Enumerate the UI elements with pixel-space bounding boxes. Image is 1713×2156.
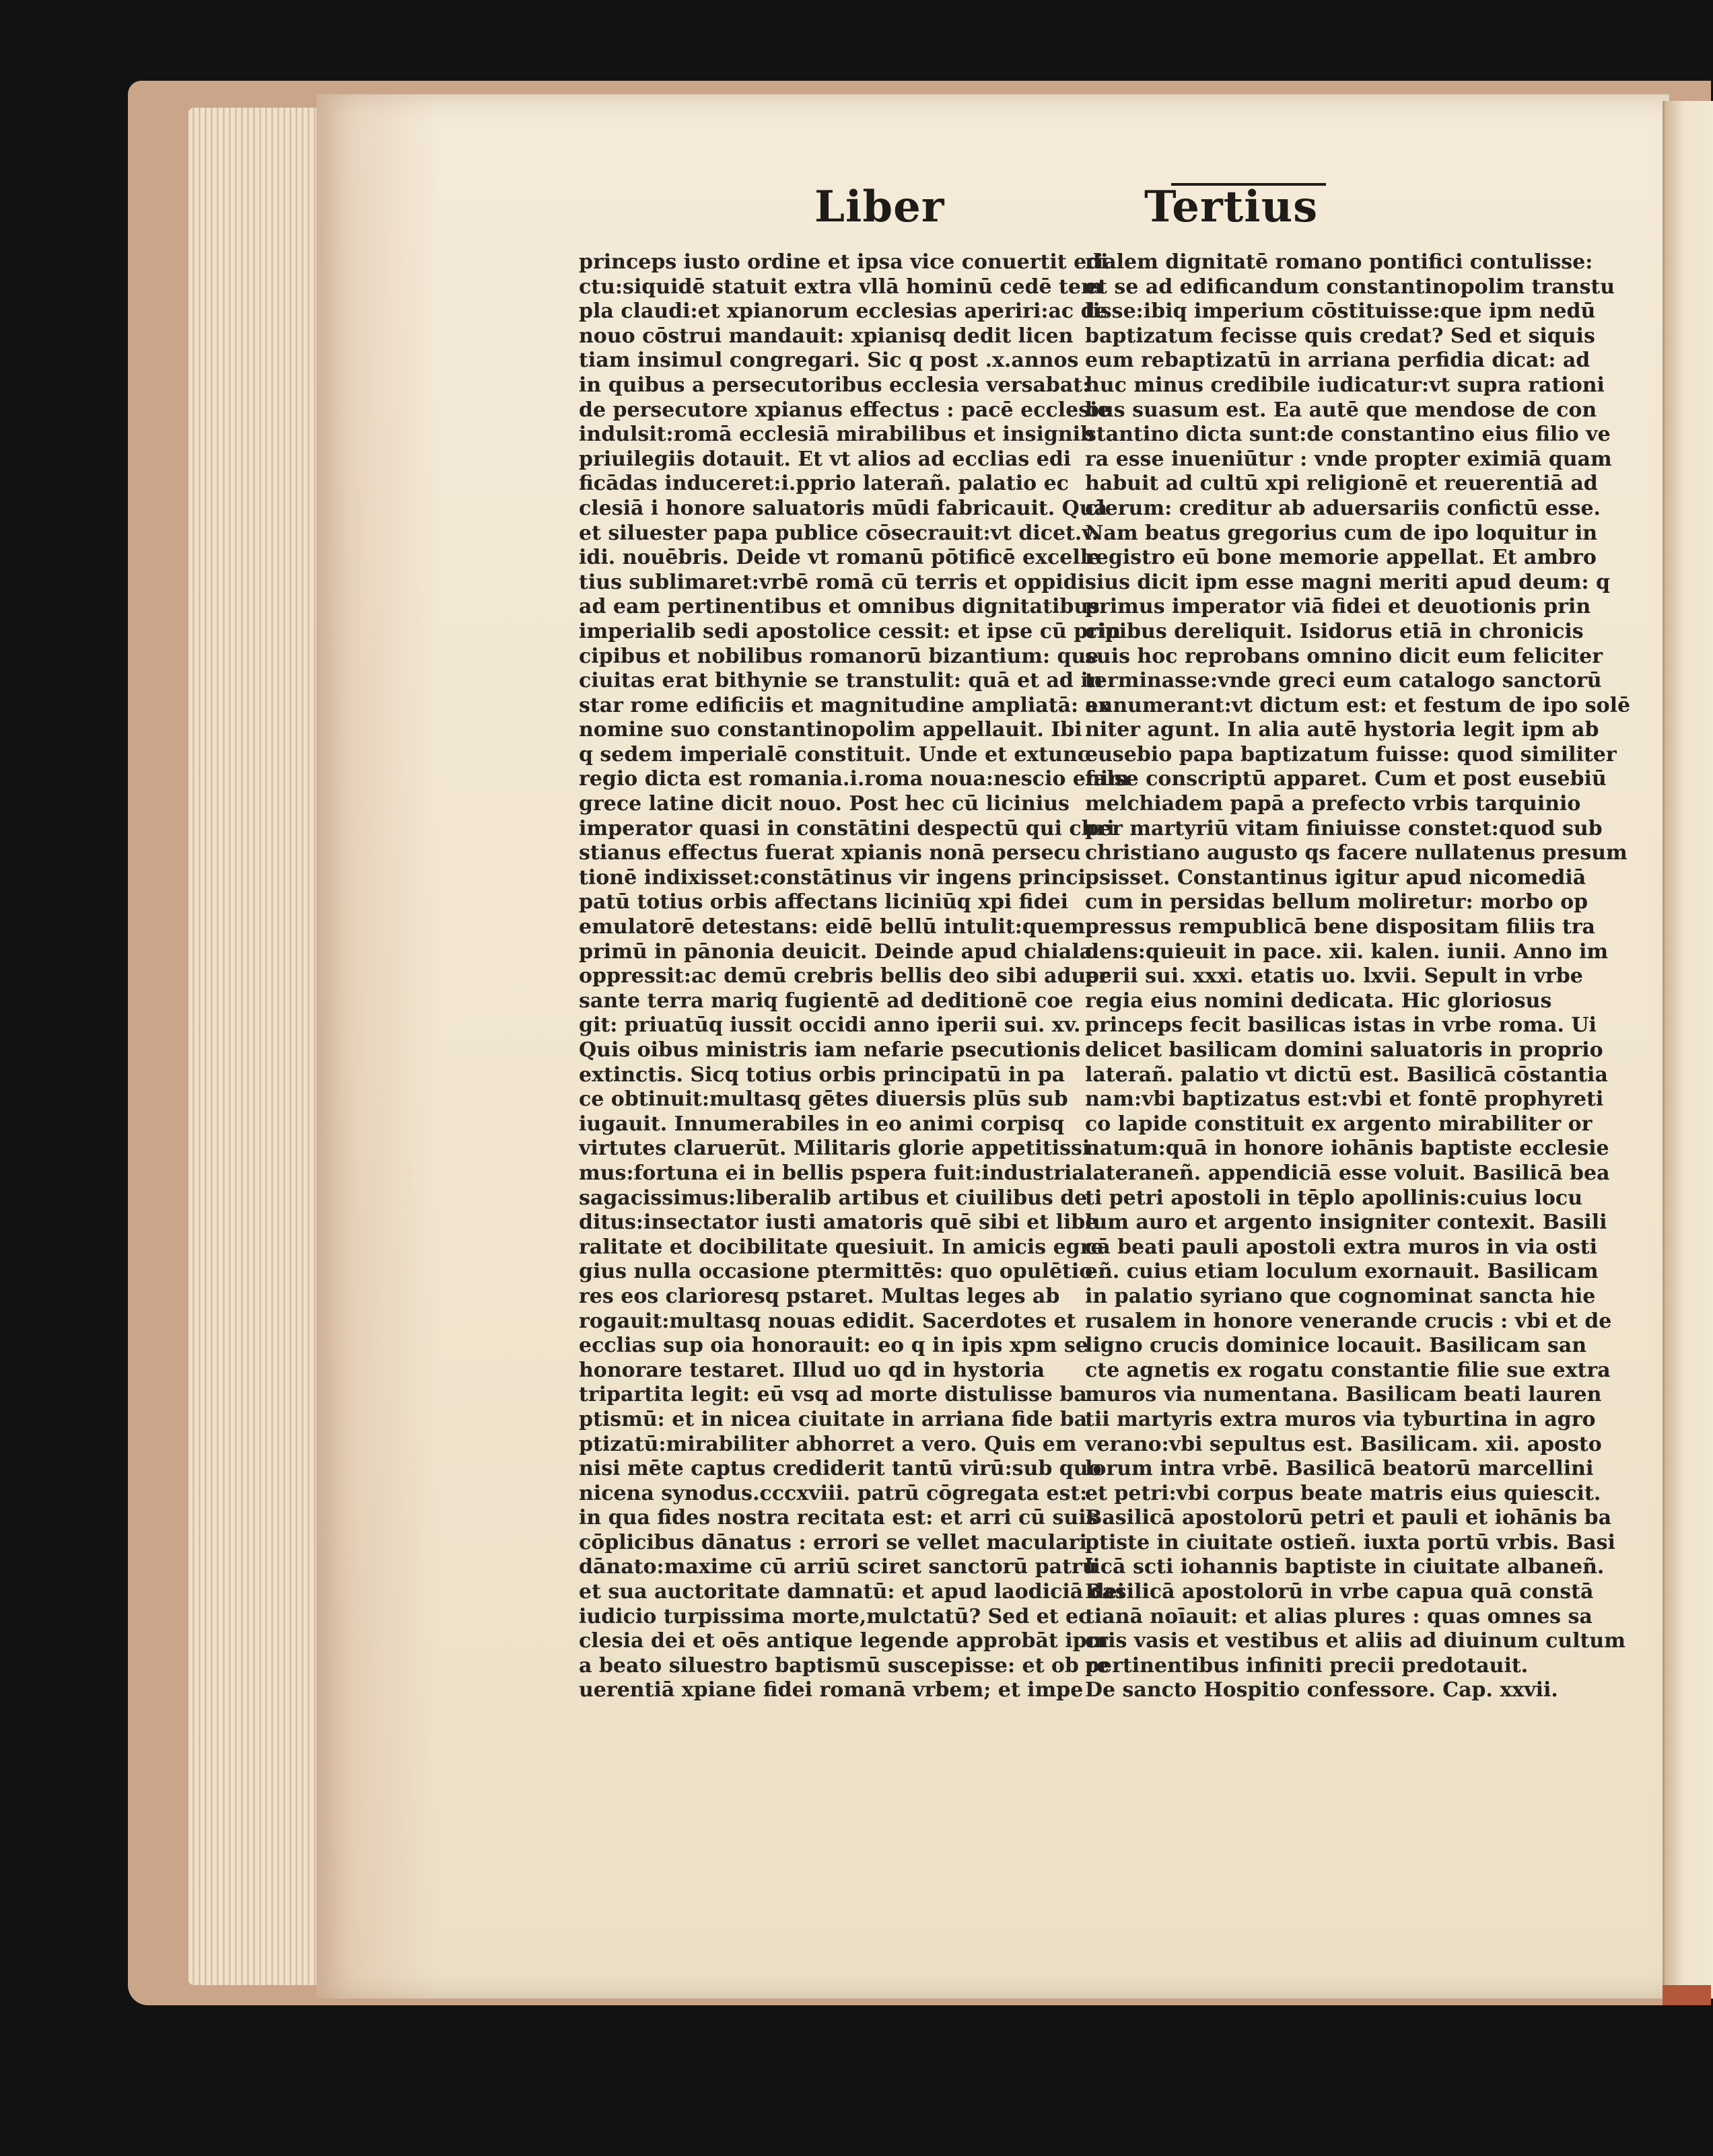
text-line: cā beati pauli apostoli extra muros in via osti [1085, 1235, 1597, 1259]
text-line: pressus rempublicā bene dispositam filiis tra [1085, 915, 1595, 939]
text-line: imperator quasi in constātini despectū qui chri [579, 816, 1115, 840]
text-line: Quis oibus ministris iam nefarie psecutionis [579, 1038, 1081, 1062]
text-line: tiam insimul congregari. Sic q post .x.annos [579, 349, 1079, 373]
text-line: in quibus a persecutoribus ecclesia versabat: [579, 373, 1090, 397]
text-line: bus suasum est. Ea autē que mendose de con [1085, 398, 1597, 422]
text-line: muros via numentana. Basilicam beati lauren [1085, 1383, 1602, 1407]
text-line: pla claudi:et xpianorum ecclesias aperiri:ac de [579, 299, 1108, 324]
text-line: de persecutore xpianus effectus : pacē ecclesie [579, 398, 1111, 422]
text-line: grece latine dicit nouo. Post hec cū licinius [579, 792, 1070, 816]
text-line: dens:quieuit in pace. xii. kalen. iunii. Anno im [1085, 939, 1609, 964]
text-line: patū totius orbis affectans liciniūq xpi fidei [579, 890, 1069, 914]
text-line: priuilegiis dotauit. Et vt alios ad ecclias edi [579, 447, 1072, 471]
text-line: mus:fortuna ei in bellis psperа fuit:industria [579, 1161, 1085, 1185]
text-line: gius nulla occasione ptermittēs: quo opulētio [579, 1260, 1093, 1284]
text-line: tionē indixisset:constātinus vir ingens princi [579, 865, 1086, 890]
text-line: niter agunt. In alia autē hystoria legit ipm ab [1085, 718, 1599, 742]
text-line: et siluester papa publice cōsecrauit:vt dicet.v. [579, 521, 1099, 545]
text-line: verano:vbi sepultus est. Basilicam. xii. aposto [1085, 1432, 1602, 1456]
text-line: rusalem in honore venerande crucis : vbi et de [1085, 1309, 1612, 1333]
text-line: cris vasis et vestibus et aliis ad diuinum cultum [1085, 1629, 1625, 1653]
text-line: oppressit:ac demū crebris bellis deo sibi aduer [579, 964, 1110, 989]
text-line: nouo cōstrui mandauit: xpianisq dedit licen [579, 324, 1074, 348]
text-line: lum auro et argento insigniter contexit. Basili [1085, 1211, 1607, 1235]
facing-page-edge [1663, 101, 1713, 1999]
text-line: imperialib sedi apostolice cessit: et ipse cū prin [579, 619, 1121, 643]
text-line: pertinentibus infiniti precii predotauit. [1085, 1653, 1529, 1678]
text-line: res eos clarioresq pstaret. Multas leges ab [579, 1284, 1060, 1308]
text-line: ad eam pertinentibus et omnibus dignitatibus [579, 595, 1100, 619]
text-line: q sedem imperialē constituit. Unde et extunc [579, 742, 1090, 766]
text-column-right [1085, 250, 1631, 1703]
text-line: melchiadem papā a prefecto vrbis tarquinio [1085, 792, 1581, 816]
text-line: lateraneñ. appendiciā esse voluit. Basilicā bea [1085, 1161, 1610, 1185]
text-line: regia eius nomini dedicata. Hic gloriosus [1085, 989, 1552, 1013]
text-line: extinctis. Sicq totius orbis principatū in pa [579, 1063, 1065, 1087]
running-head-right: Tertius [1144, 182, 1319, 232]
text-line: et se ad edificandum constantinopolim transtu [1085, 275, 1615, 299]
text-line: falsе conscriptū apparet. Cum et post eusebiū [1085, 767, 1607, 791]
text-line: lorum intra vrbē. Basilicā beatorū marcellini [1085, 1457, 1594, 1481]
text-line: idi. nouēbris. Deide vt romanū pōtificē excelle [579, 546, 1101, 570]
text-line: psisset. Constantinus igitur apud nicomediā [1085, 865, 1586, 890]
text-line: ce obtinuit:multasq gētes diuersis plūs sub [579, 1087, 1068, 1112]
text-line: virtutes claruerūt. Militaris glorie appetitissi [579, 1137, 1090, 1161]
text-line: nomine suo constantinopolim appellauit. Ibi [579, 718, 1082, 742]
text-line: nicena synodus.cccxviii. patrū cōgregata est: [579, 1481, 1088, 1505]
text-line: lisse:ibiq imperium cōstituisse:que ipm nedū [1085, 299, 1596, 324]
text-line: stantino dicta sunt:de constantino eius filio ve [1085, 423, 1611, 447]
text-line: tii martyris extra muros via tyburtina in agro [1085, 1407, 1596, 1431]
text-line: clerum: creditur ab aduersariis confictū esse. [1085, 496, 1601, 520]
text-line: ptizatū:mirabiliter abhorret a vero. Quis em [579, 1432, 1077, 1456]
text-line: ptismū: et in nicea ciuitate in arriana fide ba [579, 1407, 1088, 1431]
text-line: ficādas induceret:i.pprio laterañ. palatio ec [579, 472, 1069, 496]
text-line: et sua auctoritate damnatū: et apud laodiciā dei [579, 1580, 1125, 1604]
text-line: suis hoc reprobans omnino dicit eum feliciter [1085, 644, 1603, 668]
text-line: huc minus credibile iudicatur:vt supra rationi [1085, 373, 1605, 397]
text-line: honorare testaret. Illud uo qd in hystoria [579, 1358, 1045, 1382]
text-line: delicet basilicam domini saluatoris in proprio [1085, 1038, 1603, 1062]
page-edges [188, 108, 323, 1985]
text-line: Basilicā apostolorū petri et pauli et iohānis ba [1085, 1506, 1612, 1530]
text-line: cte agnetis ex rogatu constantie filie sue extra [1085, 1358, 1611, 1382]
text-line: regio dicta est romania.i.roma noua:nescio enim [579, 767, 1129, 791]
text-line: laterañ. palatio vt dictū est. Basilicā cōstantia [1085, 1063, 1608, 1087]
text-line: annumerant:vt dictum est: et festum de ipo solē [1085, 693, 1631, 717]
text-line: sagacissimus:liberalib artibus et ciuilibus de [579, 1186, 1088, 1210]
text-line: per martyriū vitam finiuisse constet:quod sub [1085, 816, 1603, 840]
text-line: habuit ad cultū xpi religionē et reuerentiā ad [1085, 472, 1598, 496]
text-line: ecclias sup oia honorauit: eo q in ipis xpm se [579, 1334, 1088, 1358]
running-head-left: Liber [814, 182, 945, 232]
text-line: git: priuatūq iussit occidi anno iperii sui. xv. [579, 1013, 1081, 1038]
text-line: sante terra mariq fugientē ad deditionē coe [579, 989, 1074, 1013]
text-line: in palatio syriano que cognominat sancta hie [1085, 1284, 1596, 1308]
cover-edge [1663, 1985, 1711, 2005]
text-line: ti petri apostoli in tēplo apollinis:cuius locu [1085, 1186, 1582, 1210]
text-line: ctu:siquidē statuit extra vllā hominū cedē tem [579, 275, 1103, 299]
text-line: cipibus et nobilibus romanorū bizantium: que [579, 644, 1099, 668]
text-line: in qua fides nostra recitata est: et arri cū suis [579, 1506, 1098, 1530]
text-line: eusebio papa baptizatum fuisse: quod similiter [1085, 742, 1617, 766]
text-line: eñ. cuius etiam loculum exornauit. Basilicam [1085, 1260, 1599, 1284]
text-line: Nam beatus gregorius cum de ipo loquitur in [1085, 521, 1598, 545]
text-line: et petri:vbi corpus beate matris eius quiescit. [1085, 1481, 1601, 1505]
text-line: tianā noīauit: et alias plures : quas omnes sa [1085, 1604, 1593, 1628]
text-line: a beato siluestro baptismū suscepisse: et ob re [579, 1653, 1110, 1678]
text-line: Basilicā apostolorū in vrbe capua quā constā [1085, 1580, 1594, 1604]
text-line: tripartita legit: eū vsq ad morte distulisse ba [579, 1383, 1087, 1407]
text-line: baptizatum fecisse quis credat? Sed et siquis [1085, 324, 1595, 348]
text-line: ra esse inueniūtur : vnde propter eximiā quam [1085, 447, 1612, 471]
text-line: star rome edificiis et magnitudine ampliatā: ex [579, 693, 1111, 717]
text-line: christiano augusto qs facere nullatenus presum [1085, 841, 1628, 865]
text-line: emulatorē detestans: eidē bellū intulit:quem [579, 915, 1086, 939]
text-line: nam:vbi baptizatus est:vbi et fontē prophyreti [1085, 1087, 1604, 1112]
text-line: cum in persidas bellum moliretur: morbo op [1085, 890, 1588, 914]
text-line: uerentiā xpiane fidei romanā vrbem; et impe [579, 1678, 1084, 1702]
text-line: ciuitas erat bithynie se transtulit: quā et ad in [579, 669, 1103, 693]
text-line: indulsit:romā ecclesiā mirabilibus et insignib [579, 423, 1095, 447]
text-line: iugauit. Innumerabiles in eo animi corpisq [579, 1112, 1065, 1136]
page-stain [316, 94, 438, 1999]
text-line: terminasse:vnde greci eum catalogo sanctorū [1085, 669, 1602, 693]
text-line: rogauit:multasq nouas edidit. Sacerdotes et [579, 1309, 1076, 1333]
text-line: perii sui. xxxi. etatis uo. lxvii. Sepult in vrbe [1085, 964, 1583, 989]
text-line: rialem dignitatē romano pontifici contulisse: [1085, 250, 1593, 274]
text-line: tius sublimaret:vrbē romā cū terris et oppidis [579, 570, 1096, 594]
text-line: eum rebaptizatū in arriana perfidia dicat: ad [1085, 349, 1590, 373]
text-line: cipibus dereliquit. Isidorus etiā in chronicis [1085, 619, 1584, 643]
text-line: sius dicit ipm esse magni meriti apud deum: q [1085, 570, 1611, 594]
text-line: princeps fecit basilicas istas in vrbe roma. Ui [1085, 1013, 1597, 1038]
text-line: ditus:insectator iusti amatoris quē sibi et libe [579, 1211, 1098, 1235]
text-line: clesia dei et oēs antique legende approbāt ipm [579, 1629, 1109, 1653]
text-line: registro eū bone memorie appellat. Et ambro [1085, 546, 1597, 570]
text-line: clesiā i honore saluatoris mūdi fabricauit. Quā [579, 496, 1108, 520]
text-line: ptiste in ciuitate ostieñ. iuxta portū vrbis. Basi [1085, 1530, 1615, 1554]
text-line: primus imperator viā fidei et deuotionis prin [1085, 595, 1591, 619]
text-line: stianus effectus fuerat xpianis nonā persecu [579, 841, 1081, 865]
text-line: primū in pānonia deuicit. Deinde apud chiala [579, 939, 1093, 964]
text-line: cōplicibus dānatus : errori se vellet maculari [579, 1530, 1087, 1554]
text-line: co lapide constituit ex argento mirabiliter or [1085, 1112, 1593, 1136]
text-line: princeps iusto ordine et ipsa vice conuertit edi [579, 250, 1109, 274]
text-line: iudicio turpissima morte,mulctatū? Sed et ec [579, 1604, 1091, 1628]
text-line: dānato:maxime cū arriū sciret sanctorū patrū [579, 1555, 1097, 1579]
text-line: nisi mēte captus crediderit tantū virū:sub quo [579, 1457, 1102, 1481]
text-line: ligno crucis dominice locauit. Basilicam san [1085, 1334, 1587, 1358]
text-line: licā scti iohannis baptiste in ciuitate albaneñ. [1085, 1555, 1605, 1579]
text-line: De sancto Hospitio confessore. Cap. xxvii. [1085, 1678, 1558, 1702]
text-column-left [579, 250, 1129, 1703]
text-line: ralitate et docibilitate quesiuit. In amicis egre [579, 1235, 1104, 1259]
text-line: natum:quā in honore iohānis baptiste ecclesie [1085, 1137, 1609, 1161]
